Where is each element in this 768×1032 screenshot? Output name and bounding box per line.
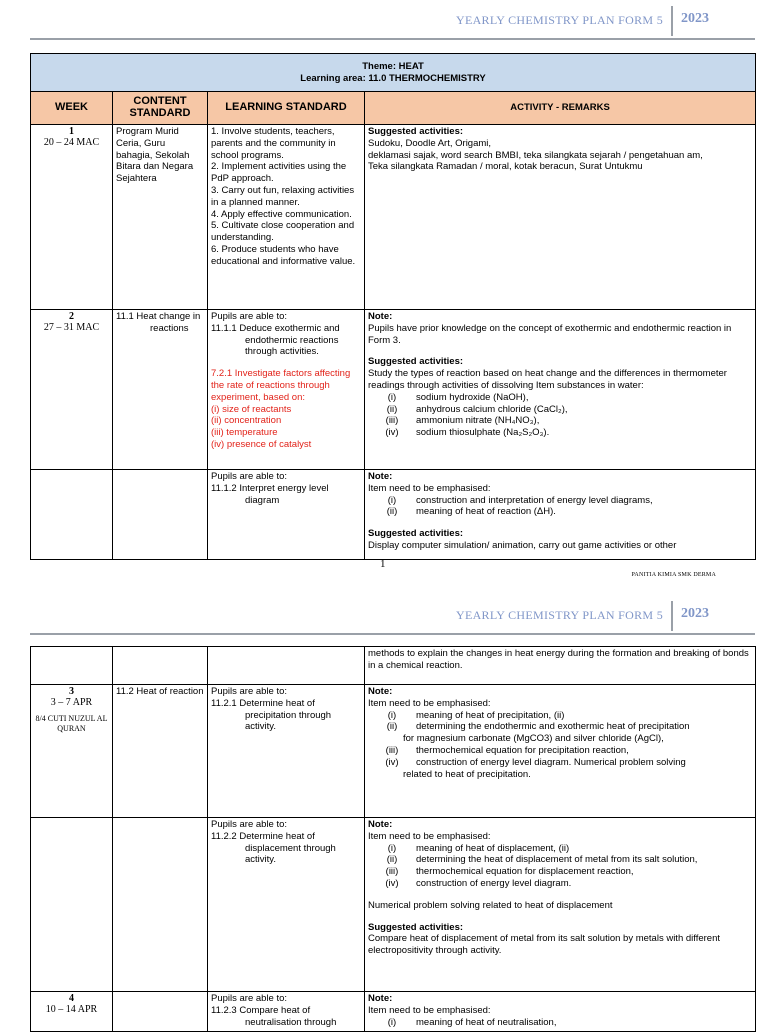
- theme-header: [31, 54, 756, 92]
- page-header: [30, 0, 755, 40]
- week-cell: 3 3 – 7 APR 8/4 CUTI NUZUL AL QURAN: [31, 685, 113, 818]
- week-cell: [31, 647, 113, 685]
- week-cell: 4 10 – 14 APR: [31, 992, 113, 1032]
- table-row: [31, 647, 756, 685]
- week-cell: [31, 818, 113, 992]
- week-cell: [31, 470, 113, 560]
- col-week: WEEK: [31, 92, 113, 125]
- activity-cell: Suggested activities: Sudoku, Doodle Art, Origami, deklamasi sajak, word search BMBI, teka silangkata sejarah / pengetahuan am, Teka silangkata Ramadan / moral, kotak beracun, Surat Untukmu: [365, 125, 756, 310]
- table-row: [31, 310, 756, 470]
- content-cell: 11.2 Heat of reaction: [113, 685, 208, 818]
- activity-cell: Note: Item need to be emphasised: (i) construction and interpretation of energy level diagrams, (ii) meaning of heat of reaction (ΔH). Suggested activities: Display computer simulation/ animation, carry out game activities or other: [365, 470, 756, 560]
- week-cell: 1 20 – 24 MAC: [31, 125, 113, 310]
- red-note: 7.2.1 Investigate factors affecting the rate of reactions through experiment, based on:: [211, 368, 351, 403]
- learning-cell: Pupils are able to: 11.1.2 Interpret energy level diagram: [208, 470, 365, 560]
- content-cell: [113, 470, 208, 560]
- content-cell: 11.1 Heat change in reactions: [113, 310, 208, 470]
- activity-cell: Note: Item need to be emphasised: (i) meaning of heat of displacement, (ii) (ii) determining the heat of displacement of metal from its salt solution, (iii) thermochemical equation for displacement reaction, (iv) construction of energy level diagram. Numerical problem solving related to heat of displacement Suggested activities: Compare heat of displacement of metal from its salt solution by metals with different electropositivity through activity.: [365, 818, 756, 992]
- col-activity: ACTIVITY - REMARKS: [365, 92, 756, 125]
- header-title: YEARLY CHEMISTRY PLAN FORM 5: [456, 13, 663, 27]
- header-rule: [30, 633, 755, 635]
- learning-cell: Pupils are able to: 11.2.3 Compare heat of neutralisation through: [208, 992, 365, 1032]
- learning-cell: 1. Involve students, teachers, parents and the community in school programs. 2. Implement activities using the PdP approach. 3. Carry out fun, relaxing activities in a planned manner. 4. Apply effective communication. 5. Cultivate close cooperation and understanding. 6. Produce students who have educational and informative value.: [208, 125, 365, 310]
- table-row: [31, 685, 756, 818]
- content-cell: Program Murid Ceria, Guru bahagia, Sekolah Bitara dan Negara Sejahtera: [113, 125, 208, 310]
- table-row: [31, 125, 756, 310]
- activity-cell: Note: Pupils have prior knowledge on the concept of exothermic and endothermic reaction in Form 3. Suggested activities: Study the types of reaction based on heat change and the differences in thermometer readings through activities of dissolving Item substances in water: (i) sodium hydroxide (NaOH), (ii) anhydrous calcium chloride (CaCl₂), (iii) ammonium nitrate (NH₄NO₃), (iv) sodium thiosulphate (Na₂S₂O₃).: [365, 310, 756, 470]
- activity-cell: Note: Item need to be emphasised: (i) meaning of heat of neutralisation,: [365, 992, 756, 1032]
- col-learning-standard: LEARNING STANDARD: [208, 92, 365, 125]
- header-title: YEARLY CHEMISTRY PLAN FORM 5: [456, 608, 663, 622]
- learning-cell: Pupils are able to: 11.2.1 Determine heat of precipitation through activity.: [208, 685, 365, 818]
- header-year: 2023: [681, 11, 709, 26]
- header-divider: [671, 6, 673, 36]
- page-number: 1: [380, 558, 386, 570]
- page-header: [30, 595, 755, 635]
- plan-table-page2: [30, 646, 756, 1032]
- learning-cell: Pupils are able to: 11.1.1 Deduce exothermic and endothermic reactions through activities. 7.2.1 Investigate factors affecting the rate of reactions through experiment, based on: (i) size of reactants (ii) concentration (iii) temperature (iv) presence of catalyst: [208, 310, 365, 470]
- activity-cell: methods to explain the changes in heat energy during the formation and breaking of bonds in a chemical reaction.: [365, 647, 756, 685]
- footer-label: PANITIA KIMIA SMK DERMA: [631, 572, 716, 578]
- learning-cell: [208, 647, 365, 685]
- header-divider: [671, 601, 673, 631]
- theme-title: Theme: HEAT: [362, 61, 424, 73]
- table-row: [31, 818, 756, 992]
- content-cell: [113, 647, 208, 685]
- table-row: [31, 470, 756, 560]
- content-cell: [113, 818, 208, 992]
- header-rule: [30, 38, 755, 40]
- week-cell: 2 27 – 31 MAC: [31, 310, 113, 470]
- header-year: 2023: [681, 606, 709, 621]
- content-cell: [113, 992, 208, 1032]
- table-row: [31, 992, 756, 1032]
- activity-cell: Note: Item need to be emphasised: (i) meaning of heat of precipitation, (ii) (ii) determining the endothermic and exothermic heat of precipitation for magnesium carbonate (MgCO3) and silver chloride (AgCl), (iii) thermochemical equation for precipitation reaction, (iv) construction of energy level diagram. Numerical problem solving related to heat of precipitation.: [365, 685, 756, 818]
- learning-area: Learning area: 11.0 THERMOCHEMISTRY: [300, 73, 486, 84]
- col-content-standard: CONTENT STANDARD: [113, 92, 208, 125]
- holiday-note: 8/4 CUTI NUZUL AL QURAN: [35, 714, 108, 733]
- learning-cell: Pupils are able to: 11.2.2 Determine heat of displacement through activity.: [208, 818, 365, 992]
- plan-table-page1: [30, 53, 756, 560]
